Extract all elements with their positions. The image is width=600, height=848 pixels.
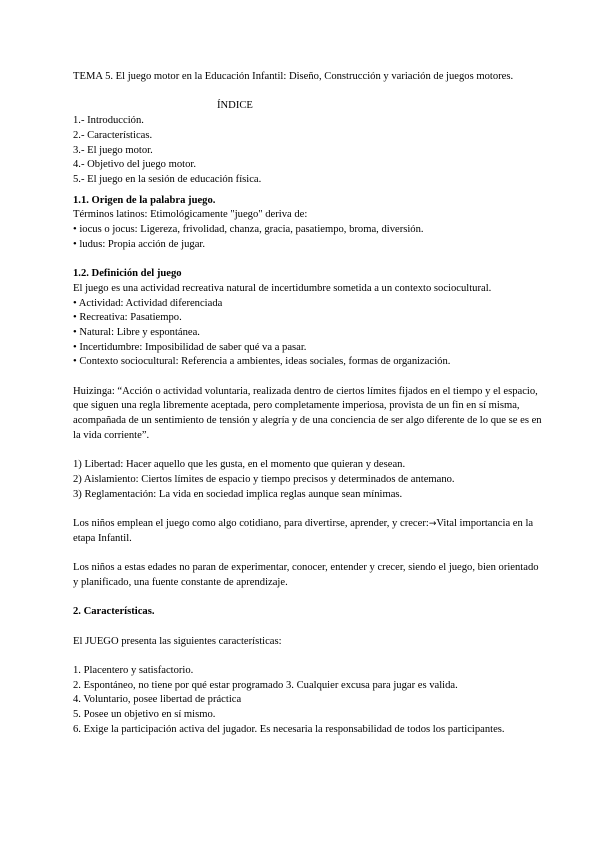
origin-intro: Términos latinos: Etimológicamente "juego" deriva de: bbox=[73, 209, 308, 221]
definition-bullet: • Actividad: Actividad diferenciada bbox=[73, 297, 223, 309]
definition-bullet: • Incertidumbre: Imposibilidad de saber qué va a pasar. bbox=[73, 341, 307, 353]
definition-intro: El juego es una actividad recreativa natural de incertidumbre sometida a un contexto sociocultural. bbox=[73, 282, 492, 294]
definition-bullet: • Recreativa: Pasatiempo. bbox=[73, 312, 182, 324]
document-title: TEMA 5. El juego motor en la Educación Infantil: Diseño, Construcción y variación de juegos motores. bbox=[73, 71, 514, 82]
characteristics-item: 5. Posee un objetivo en sí mismo. bbox=[73, 709, 216, 721]
index-item: 5.- El juego en la sesión de educación física. bbox=[73, 173, 262, 185]
characteristics-item: 2. Espontáneo, no tiene por qué estar programado 3. Cualquier excusa para jugar es valida. bbox=[73, 679, 458, 691]
index-item: 4.- Objetivo del juego motor. bbox=[73, 159, 196, 171]
characteristics-item: 6. Exige la participación activa del jugador. Es necesaria la responsabilidad de todos los participantes. bbox=[73, 723, 505, 735]
section-heading-characteristics: 2. Características. bbox=[73, 606, 155, 618]
section-heading-definition: 1.2. Definición del juego bbox=[73, 268, 182, 280]
definition-numbered-item: 1) Libertad: Hacer aquello que les gusta, en el momento que quieran y desean. bbox=[73, 459, 406, 471]
index-item: 3.- El juego motor. bbox=[73, 144, 153, 156]
daily-play-text: Los niños emplean el juego como algo cotidiano, para divertirse, aprender, y crecer: bbox=[73, 518, 429, 530]
characteristics-intro: El JUEGO presenta las siguientes características: bbox=[73, 635, 282, 647]
arrow-right-icon: → bbox=[428, 519, 437, 530]
definition-numbered-item: 3) Reglamentación: La vida en sociedad implica reglas aunque sean mínimas. bbox=[73, 488, 403, 500]
daily-play-paragraph bbox=[73, 517, 543, 546]
daily-play-tail: Vital importancia en la etapa Infantil. bbox=[73, 518, 534, 544]
section-heading-origin: 1.1. Origen de la palabra juego. bbox=[73, 194, 216, 206]
characteristics-item: 1. Placentero y satisfactorio. bbox=[73, 664, 194, 676]
definition-bullet: • Contexto sociocultural: Referencia a ambientes, ideas sociales, formas de organización. bbox=[73, 356, 451, 368]
huizinga-quote: Huizinga: “Acción o actividad voluntaria, realizada dentro de ciertos límites fijados en el tiempo y el espacio, que siguen una regla libremente aceptada, pero completamente imperiosa, provista de un fin en sí misma, acompañada de un sentimiento de tensión y alegría y de una conciencia de ser algo diferente de lo que se es en la vida corriente”. bbox=[73, 385, 542, 441]
index-heading: ÍNDICE bbox=[217, 100, 253, 112]
origin-bullet: • iocus o jocus: Ligereza, frivolidad, chanza, gracia, pasatiempo, broma, diversión. bbox=[73, 224, 424, 236]
characteristics-item: 4. Voluntario, posee libertad de práctica bbox=[73, 694, 242, 706]
index-item: 1.- Introducción. bbox=[73, 115, 144, 127]
definition-bullet: • Natural: Libre y espontánea. bbox=[73, 326, 200, 338]
origin-bullet: • ludus: Propia acción de jugar. bbox=[73, 238, 205, 250]
index-item: 2.- Características. bbox=[73, 129, 153, 141]
index-list bbox=[73, 114, 543, 188]
definition-numbered-item: 2) Aislamiento: Ciertos límites de espacio y tiempo precisos y determinados de antemano. bbox=[73, 473, 455, 485]
learning-paragraph: Los niños a estas edades no paran de experimentar, conocer, entender y crecer, siendo el juego, bien orientado y planificado, una fuente constante de aprendizaje. bbox=[73, 562, 539, 588]
document-page bbox=[73, 70, 543, 738]
